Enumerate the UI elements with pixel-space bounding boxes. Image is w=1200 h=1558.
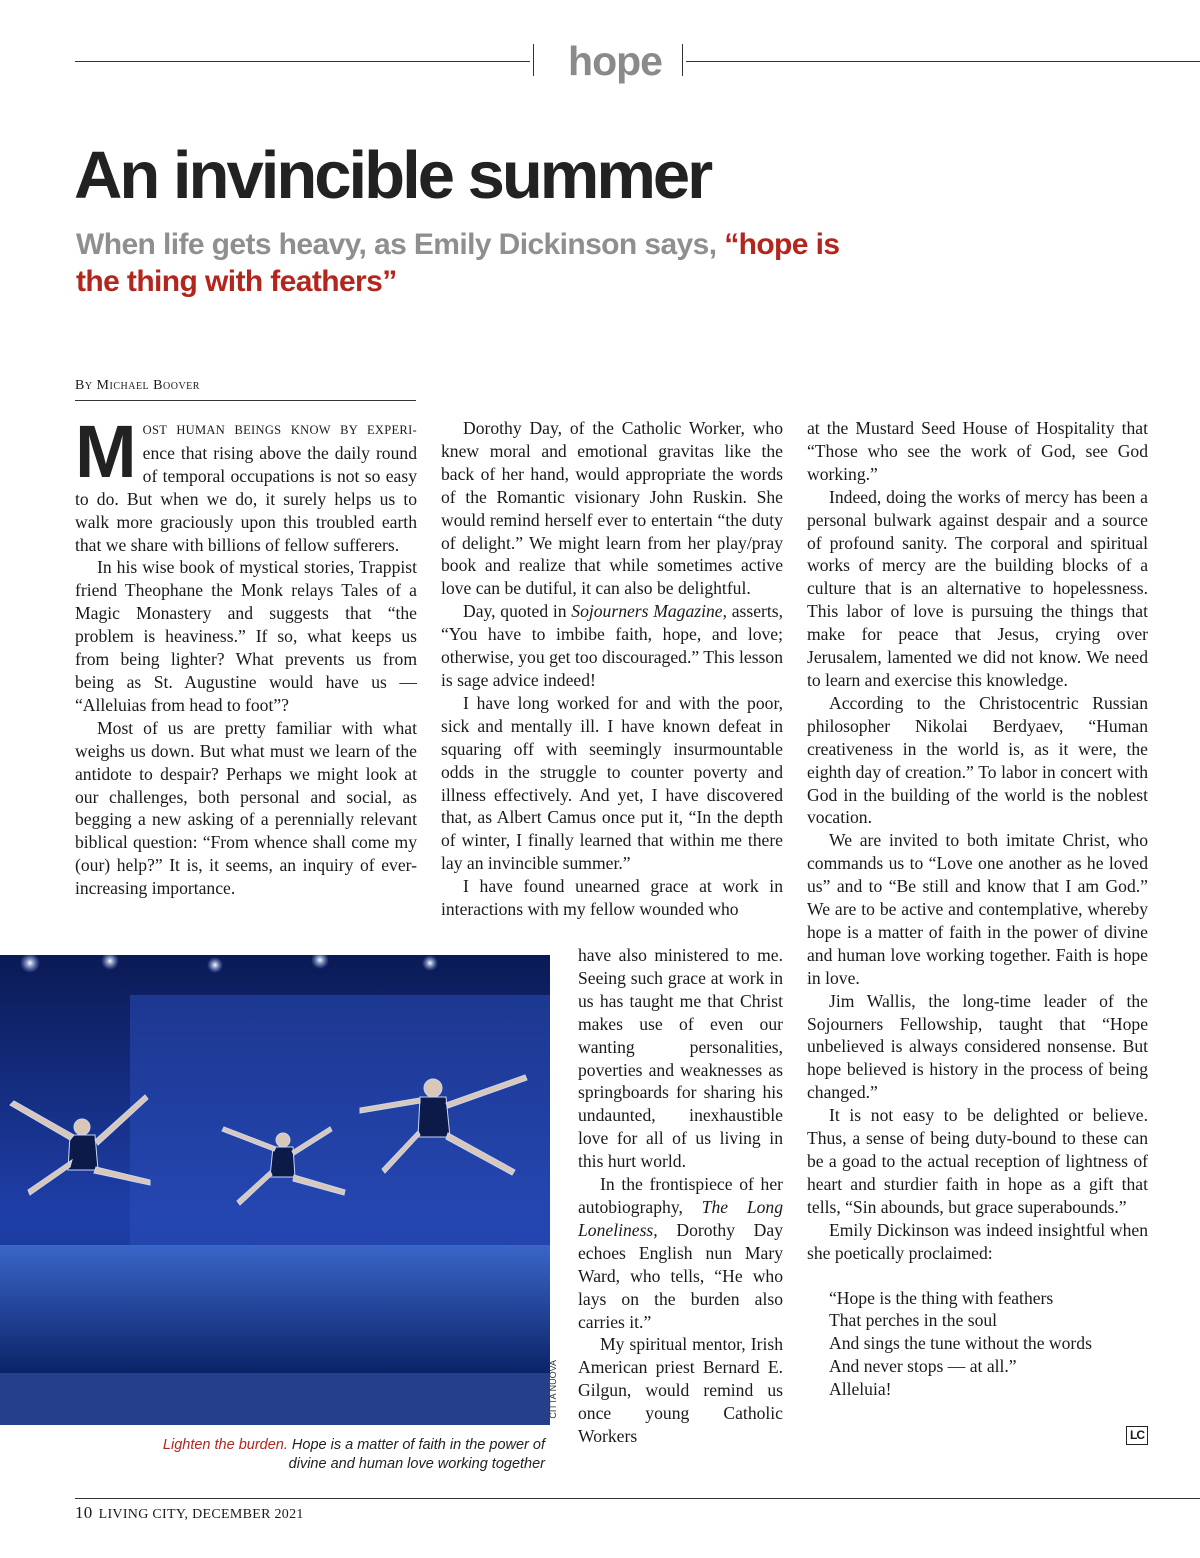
paragraph: have also ministered to me. Seeing such grace at work in us has taught me that Christ makes use of even our wanting personalities, poverties and weaknesses as springboards for sharing his undaunted, inexhaustible love for all of us living in this hurt world. bbox=[578, 945, 783, 1172]
poem-line: “Hope is the thing with feathers bbox=[829, 1287, 1054, 1308]
dancers-photo-illustration bbox=[0, 955, 550, 1425]
paragraph: It is not easy to be delighted or believe. Thus, a sense of being duty-bound to these can be a goad to the actual reception of lightness of heart and sturdier faith in hope as a gift that tells, “Sin abounds, but grace superabounds.” bbox=[807, 1105, 1148, 1217]
article-headline: An invincible summer bbox=[74, 138, 711, 213]
poem-line: That perches in the soul bbox=[829, 1310, 998, 1331]
section-tick-left bbox=[533, 44, 534, 76]
byline-rule bbox=[75, 400, 416, 401]
caption-text: Hope is a matter of faith in the power of divine and human love working together bbox=[287, 1437, 545, 1472]
paragraph-text: , asserts, “You have to imbibe faith, hope, and love; otherwise, you get too discouraged.” This lesson is sage advice indeed! bbox=[441, 601, 784, 690]
paragraph: Emily Dickinson was indeed insightful when she poetically proclaimed: bbox=[807, 1219, 1148, 1263]
photo-caption bbox=[150, 1436, 545, 1474]
poem-line: And never stops — at all.” bbox=[829, 1356, 1017, 1377]
caption-lead: Lighten the burden. bbox=[162, 1437, 288, 1453]
paragraph: We are invited to both imitate Christ, who commands us to “Love one another as he loved us” and to “Be still and know that I am God.” We are to be active and contemplative, whereby hope is a matter of faith in the power of divine and human love working together. Faith is hope in love. bbox=[807, 830, 1148, 988]
deck-red-quote: “hope is the thing with feathers” bbox=[76, 228, 840, 298]
paragraph-text: Day, quoted in bbox=[463, 601, 572, 622]
byline: By Michael Boover bbox=[75, 378, 200, 393]
paragraph: In his wise book of mystical stories, Trappist friend Theophane the Monk relays Tales of a Magic Monastery and suggests that “the problem is heaviness.” If so, what keeps us from being lighter? What prevents us from being as St. Augustine would have us — “Alleluias from head to foot”? bbox=[75, 557, 417, 715]
page-footer bbox=[75, 1503, 304, 1523]
drop-cap: M bbox=[75, 410, 137, 493]
section-tick-right bbox=[682, 44, 683, 76]
paragraph-text: ence that rising above the daily round of temporal occupations is not so easy to do. But when we do, it surely helps us to walk more graciously upon this troubled earth that we share with billions of fellow sufferers. bbox=[75, 442, 417, 555]
section-rule-left bbox=[75, 61, 530, 62]
page-number: 10 bbox=[75, 1503, 93, 1522]
publication-info: LIVING CITY, DECEMBER 2021 bbox=[98, 1507, 304, 1522]
paragraph: I have long worked for and with the poor, sick and mentally ill. I have known defeat in squaring off with seemingly insurmountable odds in the struggle to counter poverty and illness effectively. And yet, I have discovered that, as Albert Camus once put it, “In the depth of winter, I finally learned that within me there lay an invincible summer.” bbox=[441, 692, 783, 874]
paragraph bbox=[578, 1173, 783, 1333]
paragraph: My spiritual mentor, Irish American priest Bernard E. Gilgun, would remind us once young Catholic Workers bbox=[578, 1334, 783, 1447]
lead-in: OST HUMAN BEINGS KNOW BY EXPERI- bbox=[142, 423, 417, 437]
book-title: The Long Loneliness, bbox=[578, 1196, 783, 1240]
column-3 bbox=[807, 417, 1148, 1401]
poem-line: Alleluia! bbox=[829, 1379, 892, 1400]
end-mark-logo: LC bbox=[1126, 1426, 1148, 1445]
section-label: hope bbox=[568, 38, 662, 84]
paragraph-text: In the frontispiece of her autobiography, bbox=[578, 1174, 783, 1217]
paragraph: Indeed, doing the works of mercy has been a personal bulwark against despair and a source of profound sanity. The corporal and spiritual works of mercy are the building blocks of a culture that is an alternative to hopelessness. This labor of love is pursuing the things that make for peace that Jesus, crying over Jerusalem, lamented we did not know. We need to learn and exercise this knowledge. bbox=[807, 486, 1148, 690]
article-deck bbox=[76, 226, 876, 300]
paragraph: at the Mustard Seed House of Hospitality that “Those who see the work of God, see God working.” bbox=[807, 418, 1148, 484]
paragraph: Most of us are pretty familiar with what weighs us down. But what must we learn of the antidote to despair? Perhaps we might look at our challenges, both personal and social, as begging a new asking of a perennially relevant biblical question: “From whence shall come my (our) help?” It is, it seems, an inquiry of ever-increasing importance. bbox=[75, 717, 417, 899]
paragraph: Dorothy Day, of the Catholic Worker, who knew moral and emotional gravitas like the back of her hand, would appropriate the words of the Romantic visionary John Ruskin. She would remind herself ever to entertain “the duty of delight.” We might learn from her play/pray book and realize that while sometimes active love can be dutiful, it can also be delightful. bbox=[441, 418, 783, 599]
column-2-continued bbox=[578, 944, 783, 1448]
magazine-title: Sojourners Magazine bbox=[571, 601, 723, 622]
photo-credit bbox=[548, 1360, 578, 1430]
paragraph: According to the Christocentric Russian philosopher Nikolai Berdyaev, “Human creativeness in the world is, as it were, the eighth day of creation.” To labor in concert with God in the building of the world is the noblest vocation. bbox=[807, 692, 1148, 828]
deck-gray-text: When life gets heavy, as Emily Dickinson says, bbox=[76, 228, 717, 261]
paragraph bbox=[75, 410, 417, 556]
section-rule-right bbox=[686, 61, 1200, 62]
poem bbox=[807, 1287, 1148, 1402]
paragraph bbox=[441, 600, 783, 692]
column-2 bbox=[441, 417, 783, 921]
footer-rule bbox=[75, 1498, 1200, 1499]
paragraph: I have found unearned grace at work in interactions with my fellow wounded who bbox=[441, 876, 783, 920]
column-1 bbox=[75, 410, 417, 900]
paragraph-text: Dorothy Day echoes English nun Mary Ward, who tells, “He who lays on the burden also carries it.” bbox=[578, 1219, 783, 1332]
dancers-photo bbox=[0, 955, 550, 1425]
paragraph: Jim Wallis, the long-time leader of the Sojourners Fellowship, taught that “Hope unbelieved is always considered nonsense. But hope believed is history in the process of being changed.” bbox=[807, 990, 1148, 1103]
poem-line: And sings the tune without the words bbox=[829, 1333, 1092, 1354]
photo-credit-text: CITTA NUOVA bbox=[548, 1360, 558, 1419]
